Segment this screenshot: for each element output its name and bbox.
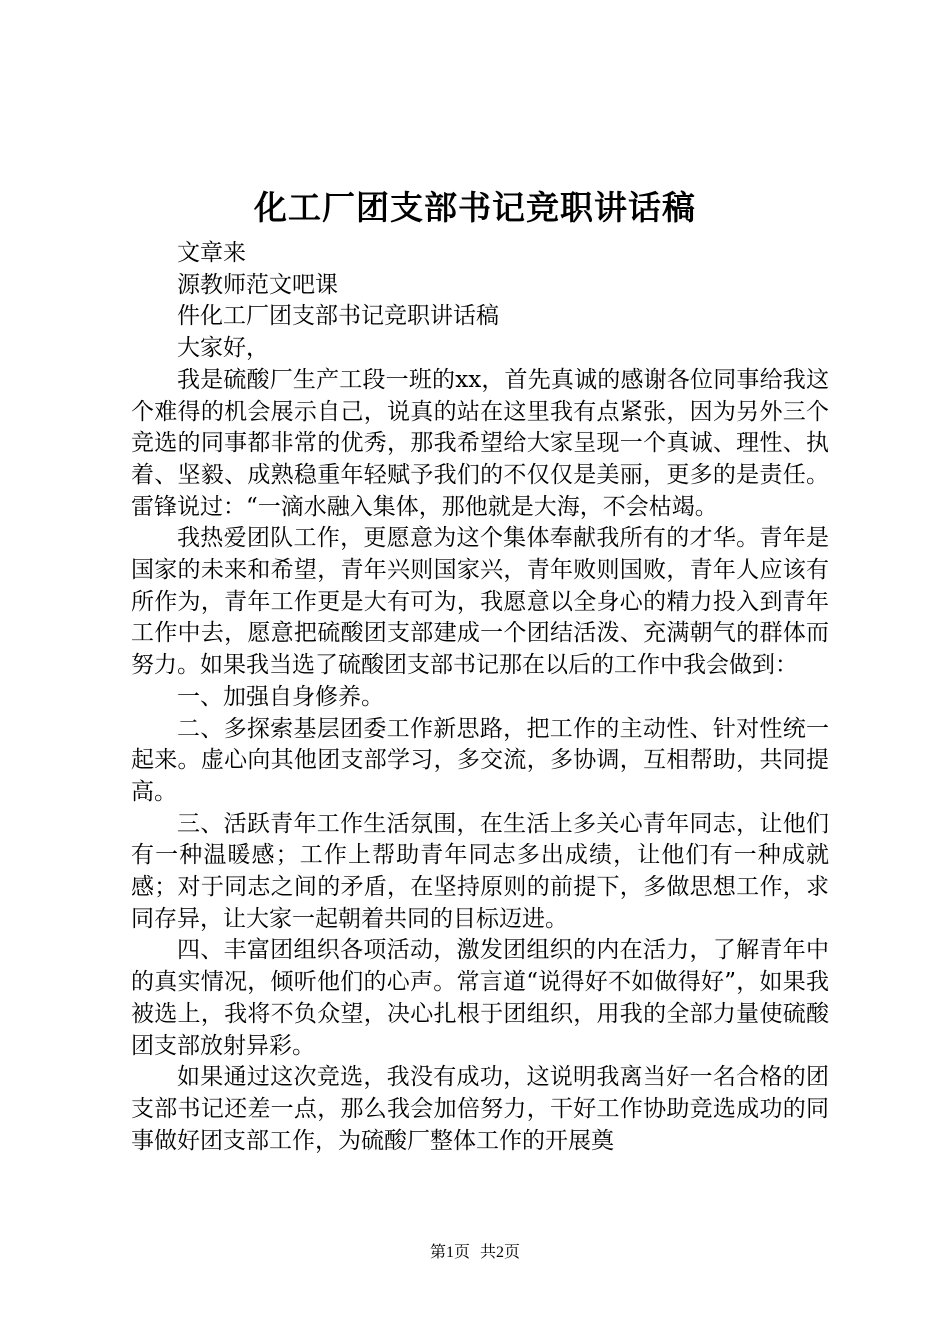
document-body	[131, 238, 829, 1157]
paragraph: 四、丰富团组织各项活动，激发团组织的内在活力，了解青年中的真实情况，倾听他们的心声。常言道“说得好不如做得好”，如果我被选上，我将不负众望，决心扎根于团组织，用我的全部力量使硫酸团支部放射异彩。	[131, 937, 829, 1059]
paragraph: 我热爱团队工作，更愿意为这个集体奉献我所有的才华。青年是国家的未来和希望，青年兴则国家兴，青年败则国败，青年人应该有所作为，青年工作更是大有可为，我愿意以全身心的精力投入到青年工作中去，愿意把硫酸团支部建成一个团结活泼、充满朝气的群体而努力。如果我当选了硫酸团支部书记那在以后的工作中我会做到：	[131, 525, 829, 679]
page-total: 共2页	[480, 1244, 521, 1261]
page-number: 第1页	[429, 1244, 470, 1261]
paragraph: 文章来	[177, 240, 246, 266]
paragraph: 我是硫酸厂生产工段一班的xx，首先真诚的感谢各位同事给我这个难得的机会展示自己，说真的站在这里我有点紧张，因为另外三个竞选的同事都非常的优秀，那我希望给大家呈现一个真诚、理性、执着、坚毅、成熟稳重年轻赋予我们的不仅仅是美丽，更多的是责任。雷锋说过：“一滴水融入集体，那他就是大海，不会枯竭。	[131, 366, 829, 520]
paragraph: 一、加强自身修养。	[177, 683, 384, 710]
paragraph: 如果通过这次竞选，我没有成功，这说明我离当好一名合格的团支部书记还差一点，那么我会加倍努力，干好工作协助竞选成功的同事做好团支部工作，为硫酸厂整体工作的开展奠	[131, 1064, 829, 1154]
paragraph: 件化工厂团支部书记竞职讲话稿	[177, 303, 499, 330]
document-title: 化工厂团支部书记竞职讲话稿	[254, 188, 696, 227]
paragraph: 源教师范文吧课	[177, 271, 338, 298]
paragraph: 三、活跃青年工作生活氛围，在生活上多关心青年同志，让他们有一种温暖感；工作上帮助青年同志多出成绩，让他们有一种成就感；对于同志之间的矛盾，在坚持原则的前提下，多做思想工作，求同存异，让大家一起朝着共同的目标迈进。	[131, 810, 829, 932]
paragraph: 大家好，	[177, 335, 269, 362]
page-footer	[0, 1241, 950, 1265]
paragraph: 二、多探索基层团委工作新思路，把工作的主动性、针对性统一起来。虚心向其他团支部学习，多交流，多协调，互相帮助，共同提高。	[131, 715, 829, 805]
